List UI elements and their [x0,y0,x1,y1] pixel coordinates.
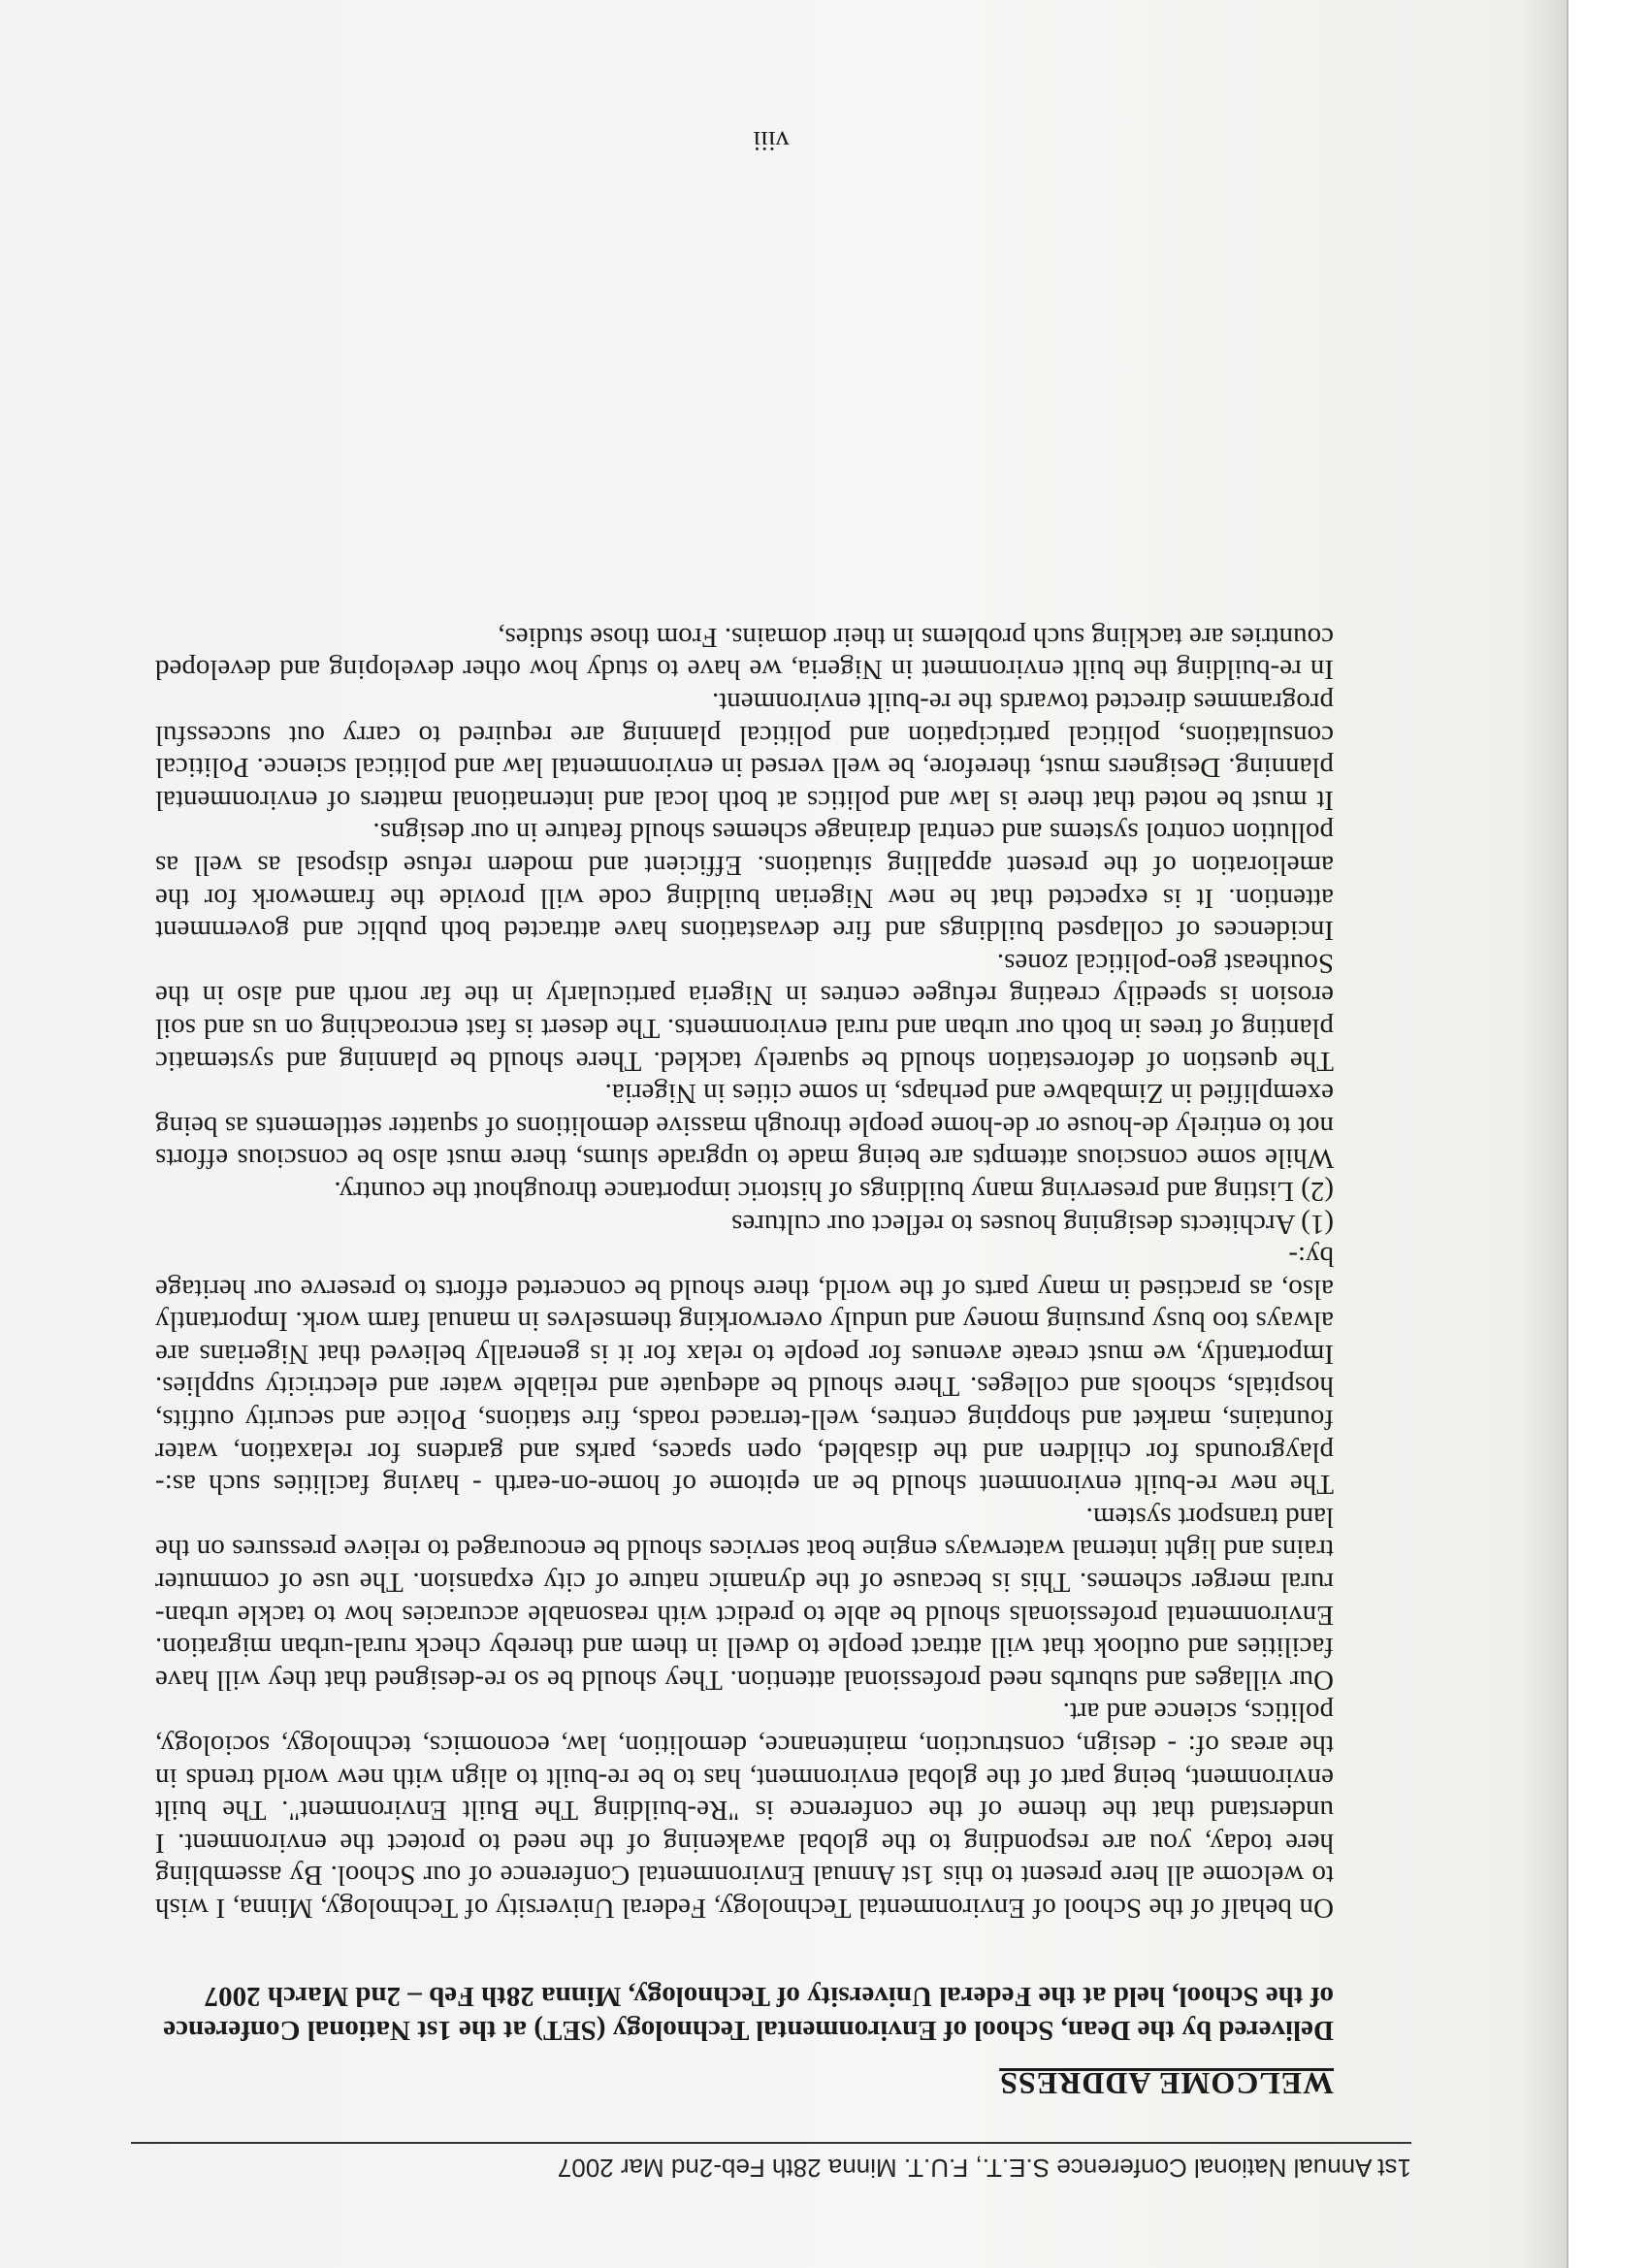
body-text [155,620,1334,1924]
running-header: 1st Annual National Conference S.E.T., F.U.T. Minna 28th Feb-2nd Mar 2007 [557,2154,1411,2183]
paragraph: It must be noted that there is law and politics at both local and international matters of environmental planning. Designers must, therefore, be well versed in environmental law and political science. Political consultations, political participation and political planning are required to carry out successful programmes directed towards the re-built environment. [155,687,1334,816]
page-number: viii [753,125,790,155]
document-title: WELCOME ADDRESS [999,2066,1334,2101]
header-rule [131,2142,1411,2144]
paragraph: The new re-built environment should be an epitome of home-on-earth - having facilities such as:-playgrounds for children and the disabled, open spaces, parks and gardens for relaxation, water fountains, market and shopping centres, well-terraced roads, fire stations, Police and security outfits, hospitals, schools and colleges. There should be adequate and reliable water and electricity supplies. Importantly, we must create avenues for people to relax for it is generally believed that Nigerians are always too busy pursuing money and unduly overworking themselves in manual farm work. Importantly also, as practised in many parts of the world, there should be concerted efforts to preserve our heritage by:- [155,1241,1334,1501]
paragraph: In re-building the built environment in Nigeria, we have to study how other developing and developed countries are tackling such problems in their domains. From those studies, [155,621,1334,686]
paragraph: While some conscious attempts are being made to upgrade slums, there must also be conscious efforts not to entirely de-house or de-home people through massive demolitions of squatter settlements as being exemplified in Zimbabwe and perhaps, in some cities in Nigeria. [155,1078,1334,1175]
list-item: (1) Architects designing houses to reflect our cultures [731,1208,1334,1240]
paragraph: The question of deforestation should be squarely tackled. There should be planning and systematic planting of trees in both our urban and rural environments. The desert is fast encroaching on us and soil erosion is speedily creating refugee centres in Nigeria particularly in the far north and also in the Southeast geo-political zones. [155,947,1334,1077]
paragraph: Our villages and suburbs need professional attention. They should be so re-designed that they will have facilities and outlook that will attract people to dwell in them and thereby check rural-urban migration. Environmental professionals should be able to predict with reasonable accuracies how to tackle urban-rural merger schemes. This is because of the dynamic nature of city expansion. The use of commuter trains and light internal waterways engine boat services should be encouraged to relieve pressures on the land transport system. [155,1501,1334,1696]
list-item: (2) Listing and preserving many buildings of historic importance throughout the country. [334,1175,1334,1207]
paragraph: Incidences of collapsed buildings and fire devastations have attracted both public and government attention. It is expected that he new Nigerian building code will provide the framework for the amelioration of the present appalling situations. Efficient and modern refuse disposal as well as pollution control systems and central drainage schemes should feature in our designs. [155,817,1334,947]
document-subtitle: Delivered by the Dean, School of Environmental Technology (SET) at the 1st National Conference of the School, held at the Federal University of Technology, Minna 28th Feb – 2nd March 2007 [163,1981,1334,2046]
paragraph: On behalf of the School of Environmental Technology, Federal University of Technology, Minna, I wish to welcome all here present to this 1st Annual Environmental Conference of our School. By assembling here today, you are responding to the global awakening of the need to protect the environment. I understand that the theme of the conference is "Re-building The Built Environment". The built environment, being part of the global environment, has to be re-built to align with new world trends in the areas of: - design, construction, maintenance, demolition, law, economics, technology, sociology, politics, science and art. [155,1697,1334,1924]
